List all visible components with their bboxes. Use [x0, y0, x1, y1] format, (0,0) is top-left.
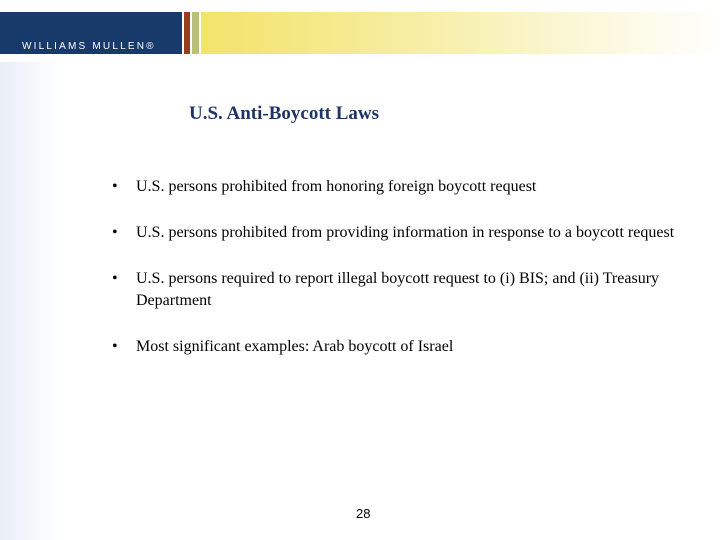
bullet-text: Most significant examples: Arab boycott of Israel — [136, 338, 454, 355]
bullet-marker: • — [112, 178, 118, 195]
bullet-text: U.S. persons prohibited from providing information in response to a boycott request — [136, 224, 675, 241]
bullet-marker: • — [112, 270, 118, 287]
bullet-text: U.S. persons required to report illegal boycott request to (i) BIS; and (ii) Treasury Department — [136, 270, 660, 309]
bullet-text: U.S. persons prohibited from honoring foreign boycott request — [136, 178, 537, 195]
bullet-marker: • — [112, 224, 118, 241]
slide-title: U.S. Anti-Boycott Laws — [189, 103, 380, 124]
bullet-item — [112, 336, 716, 358]
bullet-item — [112, 222, 716, 244]
bullet-list — [112, 176, 716, 382]
accent-bar-brown — [184, 12, 190, 54]
page-number: 28 — [356, 506, 371, 521]
bullet-marker: • — [112, 338, 118, 355]
accent-bar-olive — [192, 12, 199, 54]
bullet-item — [112, 268, 716, 312]
logo-text: WILLIAMS MULLEN® — [22, 41, 156, 52]
logo — [0, 12, 182, 54]
left-margin-gradient — [0, 62, 62, 540]
accent-bar-yellow — [201, 12, 720, 54]
header-band — [0, 0, 720, 62]
bullet-item — [112, 176, 716, 198]
